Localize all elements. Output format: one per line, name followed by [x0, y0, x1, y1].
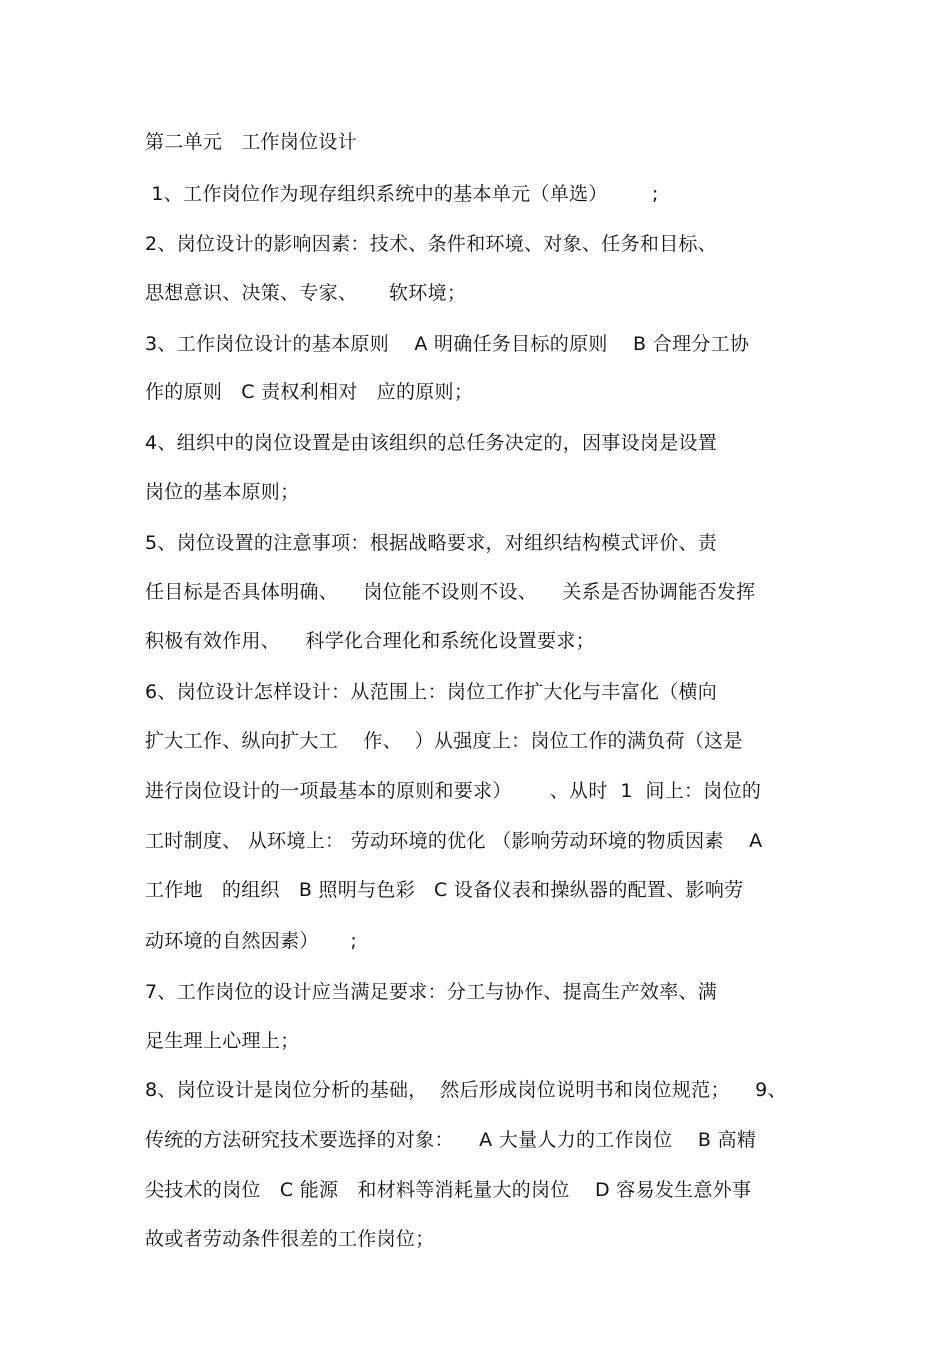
text-line-10: 积极有效作用、 科学化合理化和系统化设置要求；	[145, 630, 595, 652]
text-line-21: 尖技术的岗位 C 能源 和材料等消耗量大的岗位 D 容易发生意外事	[145, 1179, 752, 1201]
text-line-19: 8、岗位设计是岗位分析的基础， 然后形成岗位说明书和岗位规范； 9、	[145, 1079, 787, 1101]
text-line-15: 工作地 的组织 B 照明与色彩 C 设备仪表和操纵器的配置、影响劳	[145, 879, 744, 901]
text-line-14: 工时制度、 从环境上： 劳动环境的优化 （影响劳动环境的物质因素 A	[145, 830, 763, 852]
text-line-22: 故或者劳动条件很差的工作岗位；	[145, 1228, 435, 1250]
text-line-5: 作的原则 C 责权利相对 应的原则；	[145, 381, 474, 403]
text-line-11: 6、岗位设计怎样设计：从范围上：岗位工作扩大化与丰富化（横向	[145, 681, 718, 703]
text-line-13: 进行岗位设计的一项最基本的原则和要求） 、从时 1 间上：岗位的	[145, 780, 762, 802]
text-line-1: 1、工作岗位作为现存组织系统中的基本单元（单选） ;	[145, 183, 659, 205]
text-line-8: 5、岗位设置的注意事项：根据战略要求，对组织结构模式评价、责	[145, 532, 718, 554]
text-line-2: 2、岗位设计的影响因素：技术、条件和环境、对象、任务和目标、	[145, 233, 718, 255]
text-line-17: 7、工作岗位的设计应当满足要求：分工与协作、提高生产效率、满	[145, 981, 718, 1003]
text-line-3: 思想意识、决策、专家、 软环境；	[145, 282, 467, 304]
text-line-9: 任目标是否具体明确、 岗位能不设则不设、 关系是否协调能否发挥	[145, 581, 756, 603]
text-line-16: 动环境的自然因素） ;	[145, 930, 358, 952]
text-line-7: 岗位的基本原则；	[145, 481, 300, 503]
text-line-6: 4、组织中的岗位设置是由该组织的总任务决定的，因事设岗是设置	[145, 432, 718, 454]
text-line-20: 传统的方法研究技术要选择的对象： A 大量人力的工作岗位 B 高精	[145, 1129, 757, 1151]
text-line-18: 足生理上心理上；	[145, 1030, 300, 1052]
text-line-4: 3、工作岗位设计的基本原则 A 明确任务目标的原则 B 合理分工协	[145, 333, 750, 355]
text-line-12: 扩大工作、纵向扩大工 作、 ）从强度上：岗位工作的满负荷（这是	[145, 730, 743, 752]
section-title: 第二单元 工作岗位设计	[145, 131, 358, 153]
